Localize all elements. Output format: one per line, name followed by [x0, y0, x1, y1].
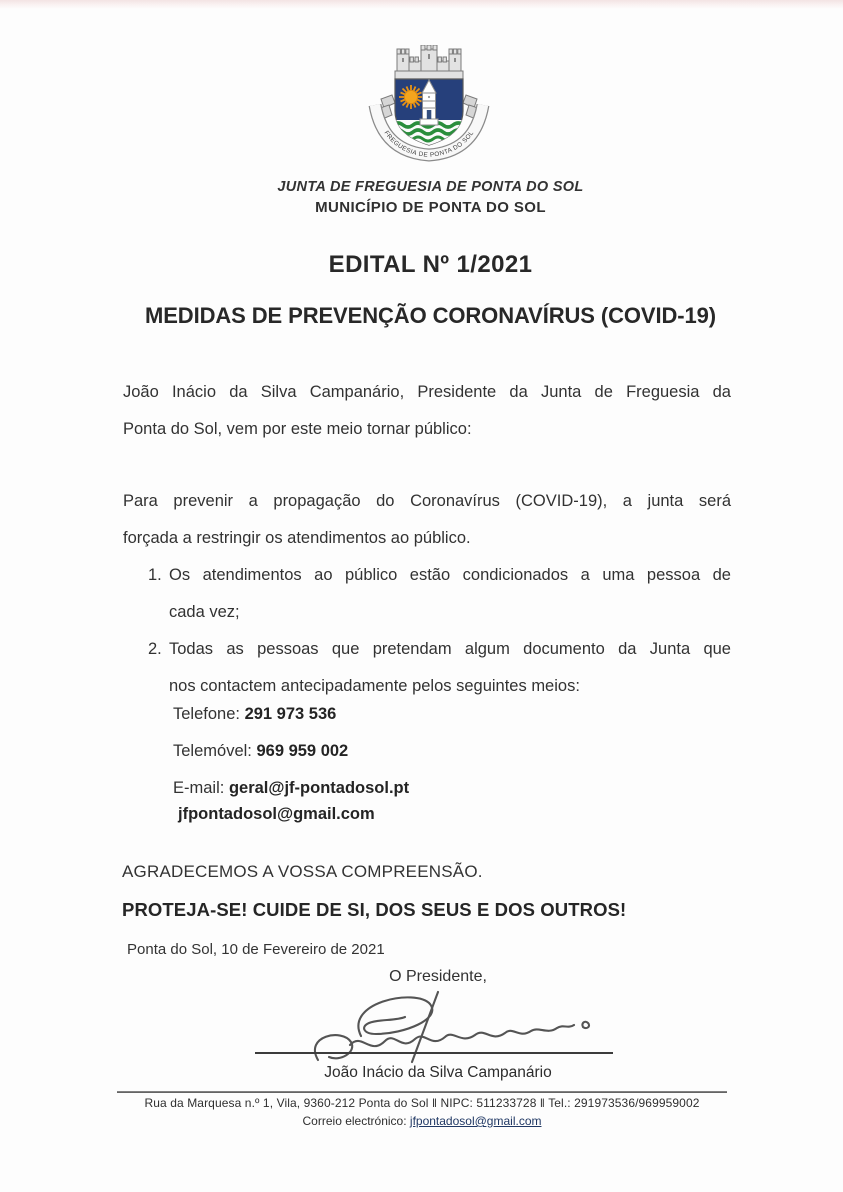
place-date-line: Ponta do Sol, 10 de Fevereiro de 2021	[127, 941, 385, 958]
list-item-2-line-2: nos contactem antecipadamente pelos seguintes meios:	[169, 677, 580, 695]
mobile-label: Telemóvel:	[173, 742, 252, 760]
crest-banner-text: FREGUESIA DE PONTA DO SOL	[382, 129, 476, 160]
measures-paragraph	[123, 483, 731, 557]
list-item-1-line-1: Os atendimentos ao público estão condicionados a uma pessoa de	[169, 566, 731, 584]
org-name-line2: MUNICÍPIO DE PONTA DO SOL	[315, 199, 546, 216]
intro-line-2: Ponta do Sol, vem por este meio tornar público:	[123, 420, 472, 438]
footer-telephone: Tel.: 291973536/969959002	[548, 1096, 700, 1110]
coat-of-arms-graphic	[367, 45, 491, 167]
list-item-2-text	[169, 631, 731, 705]
footer-separator-1: ‖	[431, 1096, 438, 1110]
mobile-line	[173, 738, 348, 764]
footer-email-line	[117, 1114, 727, 1128]
phone-label: Telefone:	[173, 705, 240, 723]
edital-subtitle: MEDIDAS DE PREVENÇÃO CORONAVÍRUS (COVID-19)	[144, 303, 717, 328]
measures-line-1: Para prevenir a propagação do Coronavírus (COVID-19), a junta será	[123, 492, 731, 510]
measures-line-2: forçada a restringir os atendimentos ao público.	[123, 529, 471, 547]
sun-icon	[399, 85, 423, 109]
email-secondary-line	[178, 801, 375, 827]
edital-title: EDITAL Nº 1/2021	[328, 251, 533, 278]
intro-line-1: João Inácio da Silva Campanário, Presidente da Junta de Freguesia da	[123, 383, 731, 401]
email-label: E-mail:	[173, 779, 225, 797]
footer-email-label: Correio electrónico:	[302, 1114, 407, 1128]
list-item-1-text	[169, 557, 731, 631]
mural-crown-icon	[395, 45, 463, 79]
footer-nipc: NIPC: 511233728	[440, 1096, 537, 1110]
thanks-line: AGRADECEMOS A VOSSA COMPREENSÃO.	[122, 862, 483, 881]
footer-separator-2: ‖	[539, 1096, 545, 1110]
org-name-line1: JUNTA DE FREGUESIA DE PONTA DO SOL	[277, 179, 584, 195]
scan-artifact-top	[0, 0, 843, 9]
coat-of-arms	[367, 45, 491, 167]
list-item-1-line-2: cada vez;	[169, 603, 240, 621]
signature-role: O Presidente,	[389, 968, 487, 985]
list-item-1-number: 1.	[148, 566, 162, 584]
list-item-2	[148, 631, 731, 705]
signature-block	[258, 968, 618, 1081]
list-item-1	[148, 557, 731, 631]
footer-contact-line	[117, 1096, 727, 1110]
handwritten-signature	[266, 982, 614, 1074]
list-item-2-number: 2.	[148, 640, 162, 658]
phone-line	[173, 701, 336, 727]
email-secondary: jfpontadosol@gmail.com	[178, 805, 375, 823]
mobile-value: 969 959 002	[256, 742, 349, 760]
footer-email-link[interactable]: jfpontadosol@gmail.com	[409, 1114, 542, 1128]
email-line	[173, 775, 409, 801]
list-item-2-line-1: Todas as pessoas que pretendam algum documento da Junta que	[169, 640, 731, 658]
email-primary: geral@jf-pontadosol.pt	[228, 779, 410, 797]
protect-line: PROTEJA-SE! CUIDE DE SI, DOS SEUS E DOS OUTROS!	[122, 899, 627, 920]
footer-divider	[117, 1091, 727, 1093]
intro-paragraph	[123, 374, 731, 448]
signature-rule	[255, 1052, 613, 1054]
signatory-name: João Inácio da Silva Campanário	[324, 1064, 552, 1081]
phone-value: 291 973 536	[244, 705, 337, 723]
footer-address: Rua da Marquesa n.º 1, Vila, 9360-212 Ponta do Sol	[144, 1096, 429, 1110]
